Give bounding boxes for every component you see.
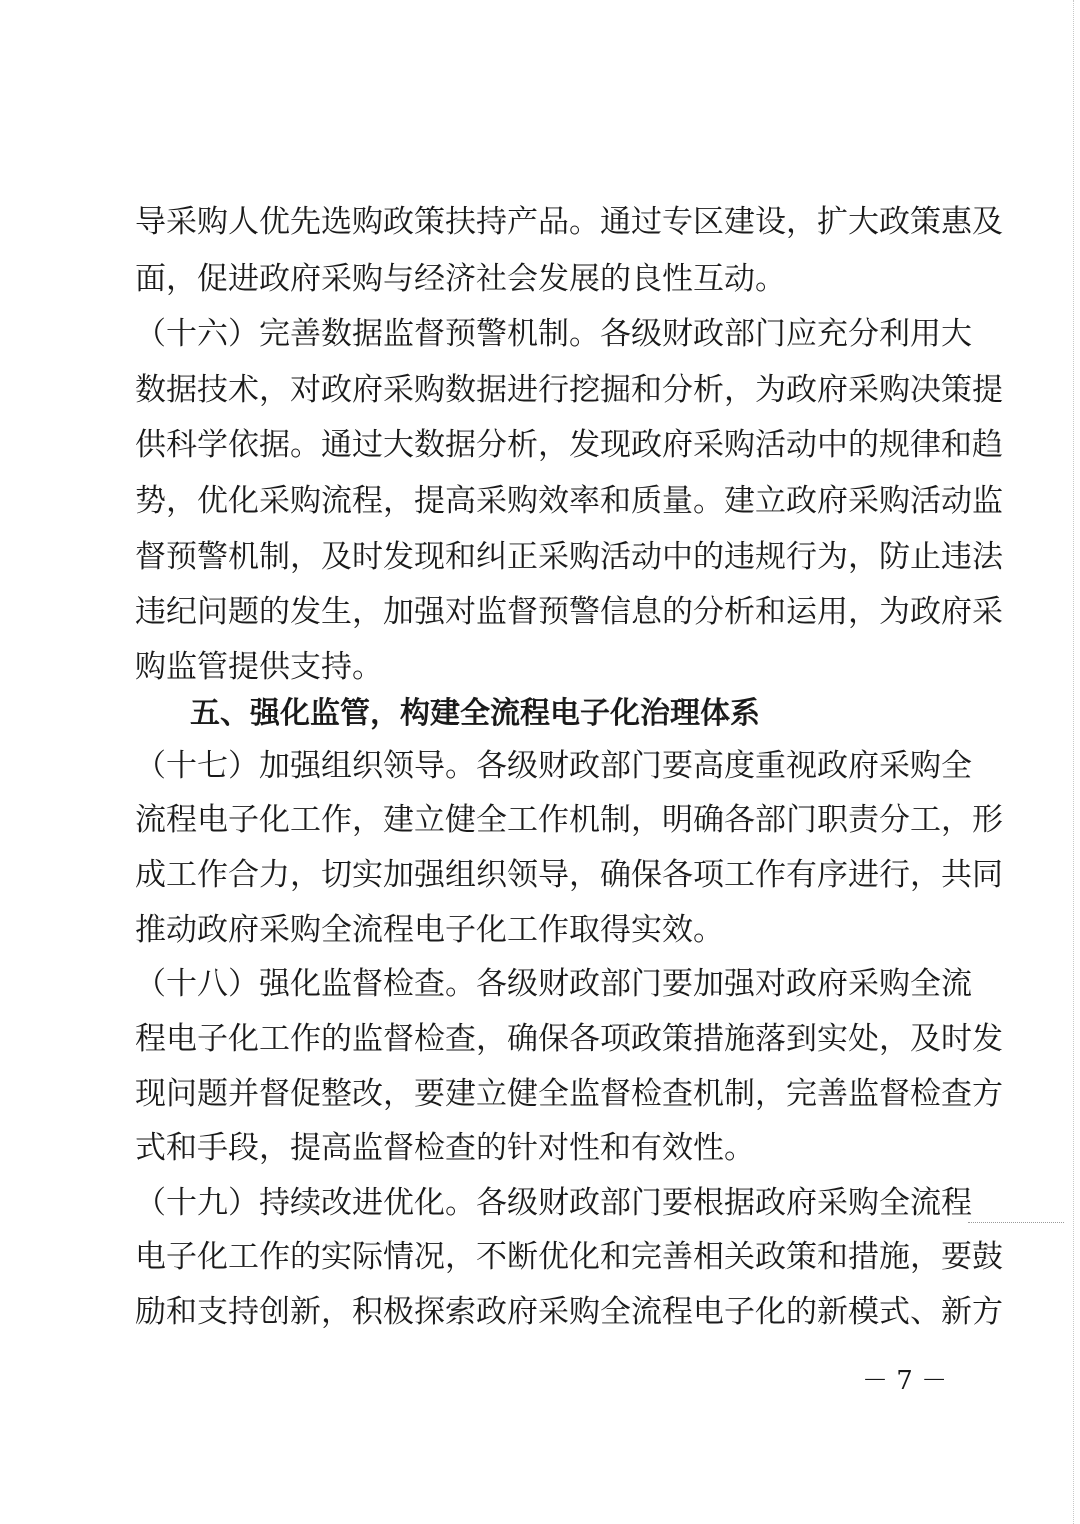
paragraph-line: 现问题并督促整改，要建立健全监督检查机制，完善监督检查方 [135,1076,1003,1112]
paragraph-line: 面，促进政府采购与经济社会发展的良性互动。 [135,261,786,297]
paragraph-line: 导采购人优先选购政策扶持产品。通过专区建设，扩大政策惠及 [135,204,1003,240]
paragraph-line: 电子化工作的实际情况，不断优化和完善相关政策和措施，要鼓 [135,1239,1003,1275]
scan-dotted-mark [968,1222,1064,1223]
paragraph-line: 推动政府采购全流程电子化工作取得实效。 [135,912,724,948]
paragraph-line: 数据技术，对政府采购数据进行挖掘和分析，为政府采购决策提 [135,372,1003,408]
paragraph-line: （十八）强化监督检查。各级财政部门要加强对政府采购全流 [135,966,972,1002]
section-heading: 五、强化监管，构建全流程电子化治理体系 [190,696,760,731]
paragraph-line: 式和手段，提高监督检查的针对性和有效性。 [135,1130,755,1166]
paragraph-line: 督预警机制，及时发现和纠正采购活动中的违规行为，防止违法 [135,539,1003,575]
paragraph-line: 供科学依据。通过大数据分析，发现政府采购活动中的规律和趋 [135,427,1003,463]
scan-edge-artifact [1073,0,1080,1524]
paragraph-line: （十六）完善数据监督预警机制。各级财政部门应充分利用大 [135,316,972,352]
paragraph-line: （十九）持续改进优化。各级财政部门要根据政府采购全流程 [135,1185,972,1221]
paragraph-line: 购监管提供支持。 [135,649,383,685]
page-number: － 7 － [862,1366,948,1396]
paragraph-line: 成工作合力，切实加强组织领导，确保各项工作有序进行，共同 [135,857,1003,893]
paragraph-line: 流程电子化工作，建立健全工作机制，明确各部门职责分工，形 [135,802,1003,838]
paragraph-line: （十七）加强组织领导。各级财政部门要高度重视政府采购全 [135,748,972,784]
paragraph-line: 程电子化工作的监督检查，确保各项政策措施落到实处，及时发 [135,1021,1003,1057]
paragraph-line: 励和支持创新，积极探索政府采购全流程电子化的新模式、新方 [135,1294,1003,1330]
paragraph-line: 势，优化采购流程，提高采购效率和质量。建立政府采购活动监 [135,483,1003,519]
paragraph-line: 违纪问题的发生，加强对监督预警信息的分析和运用，为政府采 [135,594,1003,630]
